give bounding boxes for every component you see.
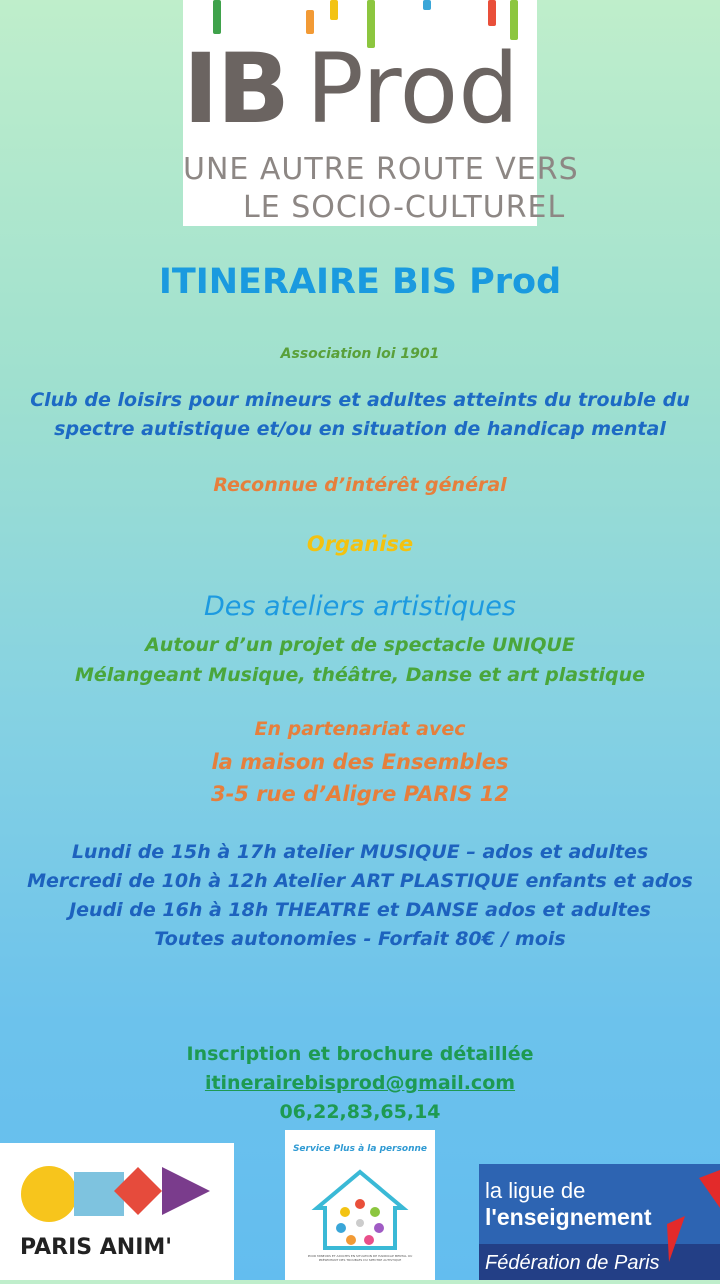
club-line-2: spectre autistique et/ou en situation de handicap mental <box>54 418 666 440</box>
logo-tagline-2: LE SOCIO-CULTUREL <box>243 190 566 225</box>
ib-prod-logo <box>183 0 579 226</box>
project-description <box>0 630 720 690</box>
project-line-2: Mélangeant Musique, théâtre, Danse et art plastique <box>74 664 646 686</box>
schedule-item: Jeudi de 16h à 18h THEATRE et DANSE ados et adultes <box>69 899 651 921</box>
club-line-1: Club de loisirs pour mineurs et adultes atteints du trouble du <box>30 389 690 411</box>
ligue-line-2: l'enseignement <box>485 1204 652 1230</box>
phone-number: 06,22,83,65,14 <box>279 1101 441 1123</box>
page-title: ITINERAIRE BIS Prod <box>158 262 562 302</box>
schedule-item: Lundi de 15h à 17h atelier MUSIQUE – ados et adultes <box>71 841 649 863</box>
project-line-1: Autour d’un projet de spectacle UNIQUE <box>145 634 575 656</box>
logo-bar <box>488 0 496 26</box>
paris-anim-logo <box>0 1143 234 1280</box>
logo-bar <box>330 0 338 20</box>
club-description <box>0 386 720 444</box>
venue-address: 3-5 rue d’Aligre PARIS 12 <box>210 782 510 806</box>
logo-bar <box>213 0 221 34</box>
schedule-item: Mercredi de 10h à 12h Atelier ART PLASTIQUE enfants et ados <box>27 870 693 892</box>
schedule-list <box>0 838 720 954</box>
service-plus-fine-print: POUR MINEURS ET ADULTES EN SITUATION DE HANDICAP MENTAL OU PRÉSENTANT DES TROUBLES DU SPECTRE AUTISTIQUE <box>307 1254 413 1262</box>
venue-name: la maison des Ensembles <box>211 750 509 774</box>
contact-heading: Inscription et brochure détaillée <box>186 1043 534 1065</box>
workshops-heading: Des ateliers artistiques <box>204 591 516 622</box>
schedule-item: Toutes autonomies - Forfait 80€ / mois <box>154 928 566 950</box>
organise-label: Organise <box>306 532 414 556</box>
service-plus-logo <box>285 1130 435 1280</box>
logo-title-ib: IB <box>183 33 288 145</box>
contact-block <box>0 1040 720 1127</box>
ligue-arrow-icon <box>659 1164 720 1280</box>
partnership-intro: En partenariat avec <box>254 718 466 740</box>
house-icon <box>313 1168 407 1252</box>
service-plus-label: Service Plus à la personne <box>292 1144 428 1154</box>
recognition-label: Reconnue d’intérêt général <box>213 474 507 496</box>
logo-tagline-1: UNE AUTRE ROUTE VERS <box>183 152 579 187</box>
email-link[interactable]: itinerairebisprod@gmail.com <box>204 1072 516 1094</box>
paris-anim-label: PARIS ANIM' <box>20 1235 173 1260</box>
ligue-enseignement-logo <box>479 1164 720 1280</box>
logo-title <box>183 34 537 144</box>
logo-title-prod: Prod <box>305 33 520 145</box>
association-label: Association loi 1901 <box>280 346 440 362</box>
ligue-line-1: la ligue de <box>485 1178 586 1203</box>
logo-bar <box>423 0 431 10</box>
partnership-venue <box>0 746 720 810</box>
logo-bar <box>306 10 314 34</box>
ligue-line-3: Fédération de Paris <box>485 1252 660 1274</box>
